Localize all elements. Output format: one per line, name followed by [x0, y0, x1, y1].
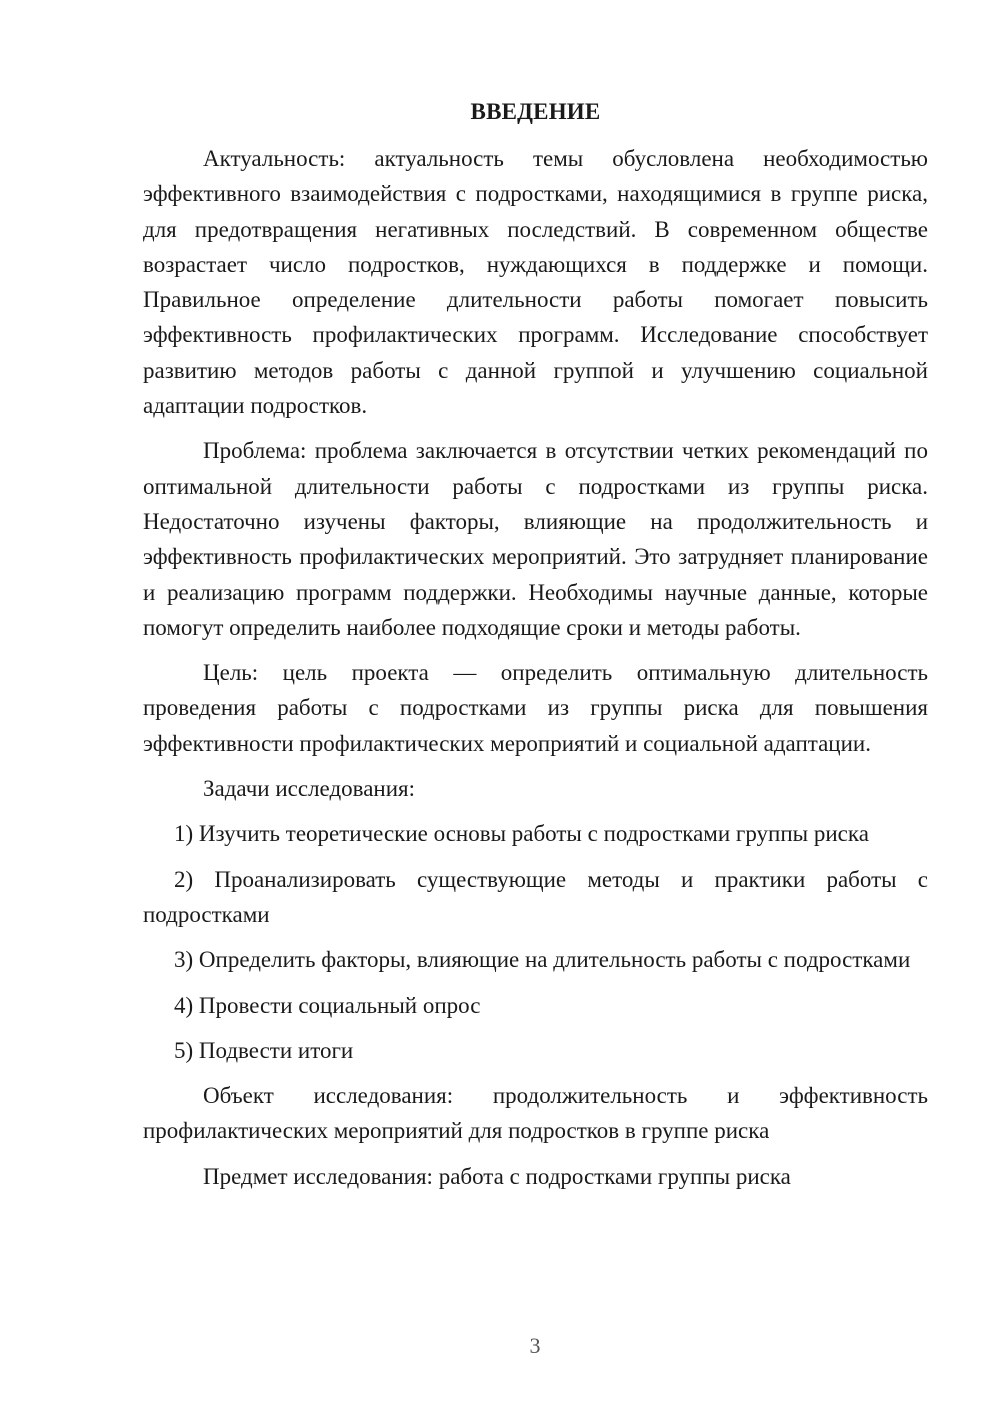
page-number: 3 — [529, 1333, 541, 1358]
task-item-5: 5) Подвести итоги — [174, 1037, 354, 1063]
subject-paragraph: Предмет исследования: работа с подростками группы риска — [203, 1163, 791, 1189]
goal-paragraph: Цель: цель проекта — определить оптимальную длительность проведения работы с подростками из группы риска для повышения эффективности профилактических мероприятий и социальной адаптации. — [143, 660, 928, 756]
problem-paragraph: Проблема: проблема заключается в отсутствии четких рекомендаций по оптимальной длительности работы с подростками из группы риска. Недостаточно изучены факторы, влияющие на продолжительность и эффективность профилактических мероприятий. Это затрудняет планирование и реализацию программ поддержки. Необходимы научные данные, которые помогут определить наиболее подходящие сроки и методы работы. — [143, 438, 928, 640]
tasks-title: Задачи исследования: — [203, 776, 416, 802]
object-paragraph: Объект исследования: продолжительность и эффективность профилактических мероприятий для подростков в группе риска — [143, 1083, 928, 1144]
task-item-2: 2) Проанализировать существующие методы и практики работы с подростками — [143, 866, 928, 927]
section-heading: ВВЕДЕНИЕ — [470, 99, 601, 124]
task-item-1: 1) Изучить теоретические основы работы с подростками группы риска — [174, 821, 869, 847]
task-item-3: 3) Определить факторы, влияющие на длительность работы с подростками — [174, 947, 911, 973]
relevance-paragraph: Актуальность: актуальность темы обусловлена необходимостью эффективного взаимодействия с подростками, находящимися в группе риска, для предотвращения негативных последствий. В современном обществе возрастает число подростков, нуждающихся в поддержке и помощи. Правильное определение длительности работы помогает повысить эффективность профилактических программ. Исследование способствует развитию методов работы с данной группой и улучшению социальной адаптации подростков. — [143, 146, 928, 419]
task-item-4: 4) Провести социальный опрос — [174, 992, 481, 1018]
document-page — [143, 94, 928, 1204]
